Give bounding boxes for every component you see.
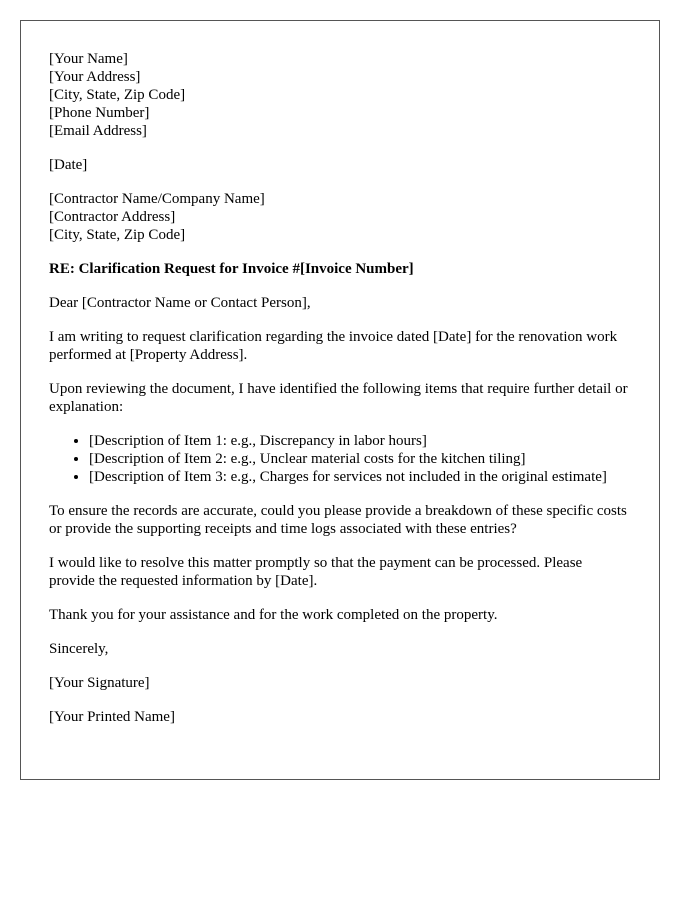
letter — [20, 20, 660, 780]
recipient-name: [Contractor Name/Company Name] — [49, 191, 265, 207]
recipient-block — [49, 190, 631, 244]
list-item: • [Description of Item 1: e.g., Discrepancy in labor hours] — [89, 432, 631, 450]
signature: [Your Signature] — [49, 675, 150, 691]
paragraph-thanks: Thank you for your assistance and for the work completed on the property. — [49, 607, 498, 623]
item-list — [49, 432, 631, 486]
recipient-city-state-zip: [City, State, Zip Code] — [49, 227, 186, 243]
printed-name: [Your Printed Name] — [49, 709, 175, 725]
list-item: • [Description of Item 2: e.g., Unclear material costs for the kitchen tiling] — [89, 450, 631, 468]
sender-phone: [Phone Number] — [49, 105, 150, 121]
sender-address: [Your Address] — [49, 69, 141, 85]
sender-email: [Email Address] — [49, 123, 147, 139]
recipient-address: [Contractor Address] — [49, 209, 176, 225]
date-block — [49, 156, 631, 174]
list-item: • [Description of Item 3: e.g., Charges for services not included in the original estimate] — [89, 468, 631, 486]
salutation: Dear [Contractor Name or Contact Person], — [49, 295, 311, 311]
paragraph-intro: I am writing to request clarification regarding the invoice dated [Date] for the renovation work performed at [Property Address]. — [49, 329, 618, 363]
letter-date: [Date] — [49, 157, 88, 173]
subject-line: RE: Clarification Request for Invoice #[Invoice Number] — [49, 261, 414, 277]
sender-name: [Your Name] — [49, 51, 128, 67]
paragraph-request: To ensure the records are accurate, could you please provide a breakdown of these specific costs or provide the supporting receipts and time logs associated with these entries? — [49, 503, 627, 537]
paragraph-review: Upon reviewing the document, I have identified the following items that require further detail or explanation: — [49, 381, 628, 415]
sender-city-state-zip: [City, State, Zip Code] — [49, 87, 186, 103]
sender-block — [49, 50, 631, 140]
closing: Sincerely, — [49, 641, 109, 657]
paragraph-resolve: I would like to resolve this matter promptly so that the payment can be processed. Please provide the requested information by [Date]. — [49, 555, 583, 589]
